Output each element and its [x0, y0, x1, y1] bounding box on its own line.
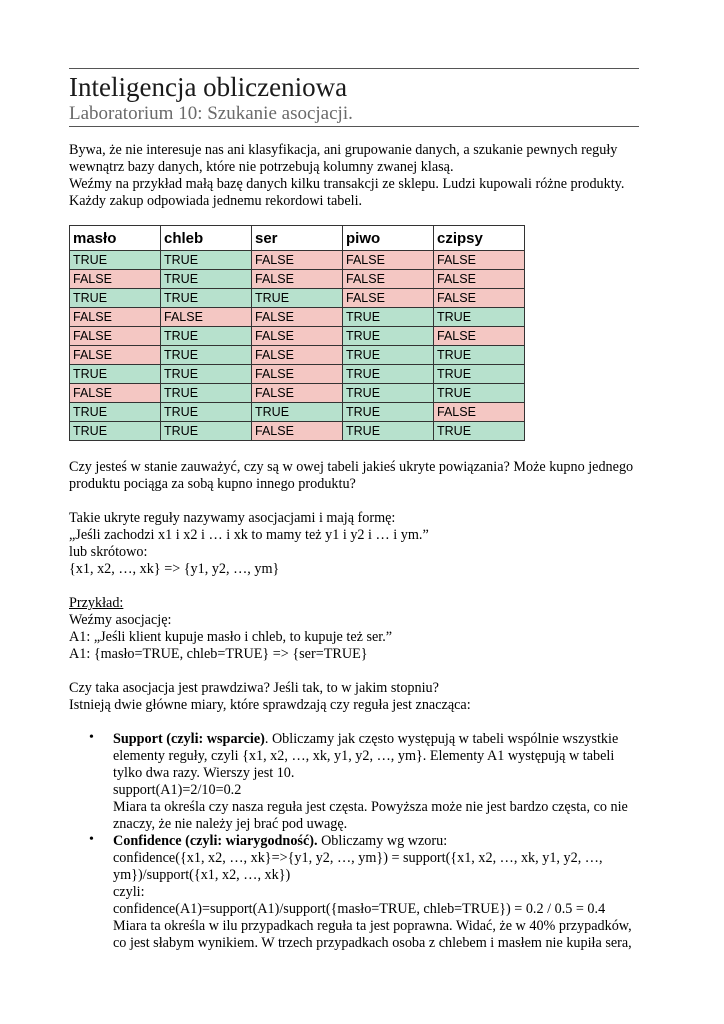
table-cell: TRUE — [161, 270, 252, 289]
confidence-first-line — [113, 833, 643, 850]
table-cell: TRUE — [161, 251, 252, 270]
table-cell: FALSE — [161, 308, 252, 327]
table-cell: FALSE — [252, 422, 343, 441]
table-cell: TRUE — [161, 327, 252, 346]
table-cell: FALSE — [343, 289, 434, 308]
table-cell: TRUE — [434, 422, 525, 441]
bullet-support: • — [89, 730, 94, 745]
rules-line: „Jeśli zachodzi x1 i x2 i … i xk to mamy też y1 i y2 i … i ym.” — [69, 527, 429, 543]
table-cell: FALSE — [252, 365, 343, 384]
support-line: tylko dwa razy. Wierszy jest 10. — [113, 765, 295, 781]
table-row — [70, 365, 525, 384]
table-cell: FALSE — [434, 327, 525, 346]
transactions-table — [69, 225, 525, 441]
rules-line: Takie ukryte reguły nazywamy asocjacjami i mają formę: — [69, 510, 396, 526]
intro-line: Weźmy na przykład małą bazę danych kilku transakcji ze sklepu. Ludzi kupowali różne produkty. — [69, 176, 625, 192]
support-line: elementy reguły, czyli {x1, x2, …, xk, y1, y2, …, ym}. Elementy A1 występują w tabeli — [113, 748, 615, 764]
table-cell: FALSE — [252, 384, 343, 403]
measures-intro-line: Istnieją dwie główne miary, które sprawdzają czy reguła jest znacząca: — [69, 697, 471, 713]
example-line: Weźmy asocjację: — [69, 612, 172, 628]
table-row — [70, 270, 525, 289]
table-cell: FALSE — [434, 270, 525, 289]
table-cell: TRUE — [161, 289, 252, 308]
question-line: Czy jesteś w stanie zauważyć, czy są w owej tabeli jakieś ukryte powiązania? Może kupno jednego — [69, 459, 634, 475]
table-row — [70, 403, 525, 422]
header-rule-top — [69, 68, 639, 69]
confidence-term: Confidence (czyli: wiarygodność). — [113, 833, 318, 849]
table-cell: TRUE — [70, 251, 161, 270]
support-line: Miara ta określa czy nasza reguła jest częsta. Powyższa może nie jest bardzo częsta, co nie — [113, 799, 628, 815]
table-cell: FALSE — [434, 251, 525, 270]
table-cell: FALSE — [343, 270, 434, 289]
confidence-line: czyli: — [113, 884, 145, 900]
table-header-row — [70, 226, 525, 251]
table-row — [70, 289, 525, 308]
page-title: Inteligencja obliczeniowa — [69, 72, 348, 102]
table-cell: TRUE — [252, 289, 343, 308]
table-cell: TRUE — [434, 308, 525, 327]
support-term: Support (czyli: wsparcie) — [113, 731, 265, 747]
table-cell: FALSE — [343, 251, 434, 270]
confidence-line: confidence(A1)=support(A1)/support({masło=TRUE, chleb=TRUE}) = 0.2 / 0.5 = 0.4 — [113, 901, 606, 917]
support-line: support(A1)=2/10=0.2 — [113, 782, 242, 798]
intro-line: Każdy zakup odpowiada jednemu rekordowi tabeli. — [69, 193, 363, 209]
table-cell: TRUE — [161, 365, 252, 384]
table-cell: TRUE — [343, 403, 434, 422]
table-cell: FALSE — [70, 346, 161, 365]
table-row — [70, 346, 525, 365]
confidence-first-rest: Obliczamy wg wzoru: — [317, 833, 448, 849]
support-first-line — [113, 731, 643, 748]
example-line: A1: {masło=TRUE, chleb=TRUE} => {ser=TRUE} — [69, 646, 368, 662]
table-cell: FALSE — [252, 251, 343, 270]
table-cell: FALSE — [252, 346, 343, 365]
table-cell: FALSE — [434, 403, 525, 422]
table-cell: TRUE — [343, 308, 434, 327]
page-subtitle: Laboratorium 10: Szukanie asocjacji. — [69, 103, 353, 124]
rules-line: lub skrótowo: — [69, 544, 148, 560]
table-cell: TRUE — [343, 327, 434, 346]
table-cell: TRUE — [434, 384, 525, 403]
column-header: czipsy — [434, 226, 525, 251]
confidence-line: Miara ta określa w ilu przypadkach reguła ta jest poprawna. Widać, że w 40% przypadków, — [113, 918, 632, 934]
question-line: produktu pociąga za sobą kupno innego produktu? — [69, 476, 356, 492]
table-cell: TRUE — [252, 403, 343, 422]
table-cell: FALSE — [252, 308, 343, 327]
table-cell: TRUE — [343, 384, 434, 403]
measures-intro-line: Czy taka asocjacja jest prawdziwa? Jeśli tak, to w jakim stopniu? — [69, 680, 439, 696]
table-cell: FALSE — [70, 308, 161, 327]
table-cell: FALSE — [70, 327, 161, 346]
column-header: piwo — [343, 226, 434, 251]
table-cell: TRUE — [161, 403, 252, 422]
table-cell: TRUE — [343, 365, 434, 384]
table-cell: TRUE — [434, 365, 525, 384]
rules-line: {x1, x2, …, xk} => {y1, y2, …, ym} — [69, 561, 280, 577]
table-cell: FALSE — [70, 270, 161, 289]
table-row — [70, 251, 525, 270]
example-heading: Przykład: — [69, 595, 124, 611]
bullet-confidence: • — [89, 832, 94, 847]
table-row — [70, 384, 525, 403]
table-cell: TRUE — [70, 403, 161, 422]
table-cell: TRUE — [161, 346, 252, 365]
table-row — [70, 308, 525, 327]
table-cell: FALSE — [252, 270, 343, 289]
table-cell: FALSE — [70, 384, 161, 403]
support-first-rest: . Obliczamy jak często występują w tabeli wspólnie wszystkie — [264, 731, 619, 747]
table-cell: FALSE — [434, 289, 525, 308]
table-cell: TRUE — [70, 289, 161, 308]
column-header: ser — [252, 226, 343, 251]
table-cell: TRUE — [70, 365, 161, 384]
table-cell: TRUE — [343, 346, 434, 365]
table-cell: TRUE — [434, 346, 525, 365]
table-row — [70, 327, 525, 346]
support-line: znaczy, że nie należy jej brać pod uwagę. — [113, 816, 348, 832]
table-row — [70, 422, 525, 441]
table-cell: TRUE — [70, 422, 161, 441]
intro-line: wewnątrz bazy danych, które nie potrzebują kolumny zwanej klasą. — [69, 159, 454, 175]
intro-line: Bywa, że nie interesuje nas ani klasyfikacja, ani grupowanie danych, a szukanie pewnych reguły — [69, 142, 618, 158]
example-line: A1: „Jeśli klient kupuje masło i chleb, to kupuje też ser.” — [69, 629, 393, 645]
column-header: chleb — [161, 226, 252, 251]
column-header: masło — [70, 226, 161, 251]
header-rule-bottom — [69, 126, 639, 127]
table-cell: TRUE — [161, 384, 252, 403]
table-cell: TRUE — [343, 422, 434, 441]
table-cell: FALSE — [252, 327, 343, 346]
confidence-line: ym})/support({x1, x2, …, xk}) — [113, 867, 291, 883]
confidence-line: co jest słabym wynikiem. W trzech przypadkach osoba z chlebem i masłem nie kupiła sera, — [113, 935, 632, 951]
confidence-line: confidence({x1, x2, …, xk}=>{y1, y2, …, ym}) = support({x1, x2, …, xk, y1, y2, …, — [113, 850, 603, 866]
table-cell: TRUE — [161, 422, 252, 441]
